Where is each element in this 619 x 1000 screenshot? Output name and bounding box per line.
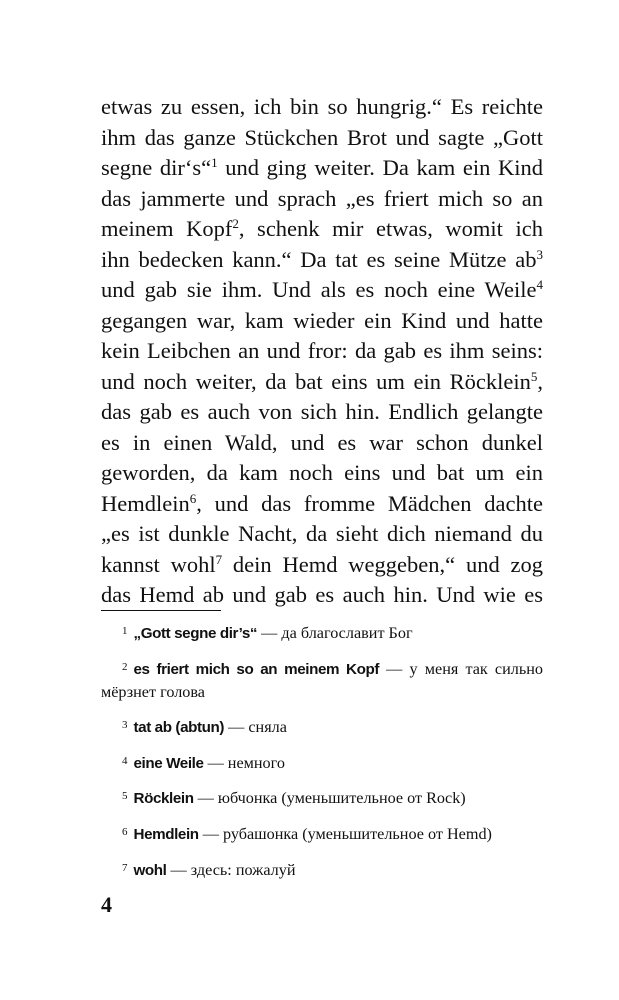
text-line bbox=[101, 123, 543, 154]
text-fragment: und gab sie ihm. Und als es noch eine Weile bbox=[101, 277, 537, 302]
text-line bbox=[101, 519, 543, 550]
text-fragment: , bbox=[537, 368, 543, 394]
text-fragment: etwas zu essen, ich bin so hungrig.“ Es reichte bbox=[101, 94, 543, 119]
footnote-number: 3 bbox=[122, 718, 128, 731]
footnote-number: 6 bbox=[122, 826, 128, 839]
page-number: 4 bbox=[101, 892, 112, 917]
text-line bbox=[101, 214, 543, 245]
text-line bbox=[101, 397, 543, 428]
text-line bbox=[101, 489, 543, 520]
text-fragment: das jammerte und sprach „es friert mich so an bbox=[101, 185, 543, 211]
text-fragment: dein Hemd weggeben,“ und zog bbox=[222, 551, 544, 577]
text-line bbox=[101, 428, 543, 459]
footnote-item bbox=[101, 821, 543, 846]
text-fragment: meinem Kopf bbox=[101, 216, 233, 241]
footnote-translation: — рубашонка (уменьшительное от Hemd) bbox=[198, 825, 492, 844]
text-fragment: es in einen Wald, und es war schon dunkel bbox=[101, 429, 543, 455]
footnote-reference: 4 bbox=[536, 276, 543, 292]
footnote-term: es friert mich so an meinem Kopf bbox=[133, 660, 380, 678]
footnote-translation: — немного bbox=[203, 753, 285, 772]
text-fragment: , und das fromme Mädchen dachte bbox=[196, 490, 543, 516]
text-fragment: ihn bedecken kann.“ Da tat es seine Mütze ab bbox=[101, 246, 537, 272]
footnote-term: eine Weile bbox=[133, 754, 204, 772]
text-fragment: Hemdlein bbox=[101, 490, 190, 516]
text-fragment: geworden, da kam noch eins und bat um ein bbox=[101, 460, 543, 485]
text-line bbox=[101, 580, 543, 611]
footnote-term: tat ab (abtun) bbox=[133, 718, 225, 736]
footnote-item bbox=[101, 750, 543, 775]
footnote-item bbox=[101, 656, 543, 703]
main-text-body bbox=[101, 92, 543, 611]
text-line bbox=[101, 458, 543, 489]
footnote-number: 2 bbox=[122, 660, 128, 673]
footnote-translation: — сняла bbox=[224, 717, 287, 736]
text-line bbox=[101, 550, 543, 581]
text-fragment: ihm das ganze Stückchen Brot und sagte „Gott bbox=[101, 124, 543, 150]
footnote-item bbox=[101, 620, 543, 645]
footnote-term: Röcklein bbox=[133, 790, 194, 808]
text-line bbox=[101, 306, 543, 337]
footnote-translation: — здесь: пожалуй bbox=[166, 860, 296, 879]
footnote-reference: 3 bbox=[536, 246, 543, 262]
footnote-term: „Gott segne dir’s“ bbox=[133, 624, 258, 642]
text-line bbox=[101, 367, 543, 398]
text-fragment: das gab es auch von sich hin. Endlich gelangte bbox=[101, 399, 543, 424]
text-line bbox=[101, 92, 543, 123]
footnote-term: Hemdlein bbox=[133, 826, 199, 844]
footnote-translation: — юбчонка (уменьшительное от Rock) bbox=[193, 789, 466, 808]
footnote-number: 4 bbox=[122, 754, 128, 767]
footnote-number: 1 bbox=[122, 625, 128, 637]
text-line bbox=[101, 245, 543, 276]
text-fragment: kannst wohl bbox=[101, 551, 216, 577]
footnote-number: 5 bbox=[122, 790, 128, 803]
text-fragment: , schenk mir etwas, womit ich bbox=[238, 216, 543, 241]
footnote-reference: 1 bbox=[211, 154, 218, 170]
text-fragment: gegangen war, kam wieder ein Kind und hatte bbox=[101, 307, 543, 333]
footnote-reference: 6 bbox=[189, 490, 197, 506]
text-line bbox=[101, 275, 543, 306]
footnote-translation: — у меня так сильно мёрзнет голова bbox=[101, 659, 543, 701]
text-line bbox=[101, 336, 543, 367]
footnote-separator-rule bbox=[101, 610, 221, 611]
text-fragment: kein Leibchen an und fror: da gab es ihm seins: bbox=[101, 338, 543, 363]
footnote-term: wohl bbox=[133, 861, 167, 879]
text-fragment: und ging weiter. Da kam ein Kind bbox=[217, 155, 543, 180]
footnotes-section bbox=[101, 620, 543, 893]
footnote-translation: — да благославит Бог bbox=[257, 623, 413, 642]
footnote-reference: 2 bbox=[232, 215, 239, 231]
footnote-item bbox=[101, 785, 543, 810]
footnote-reference: 7 bbox=[215, 551, 223, 567]
footnote-reference: 5 bbox=[530, 368, 538, 384]
footnote-item bbox=[101, 857, 543, 882]
text-fragment: „es ist dunkle Nacht, da sieht dich niemand du bbox=[101, 521, 543, 546]
footnote-item bbox=[101, 714, 543, 739]
footnote-number: 7 bbox=[122, 862, 128, 875]
text-fragment: segne dir‘s“ bbox=[101, 155, 212, 180]
text-fragment: und noch weiter, da bat eins um ein Röcklein bbox=[101, 368, 531, 394]
text-fragment: das Hemd ab und gab es auch hin. Und wie es bbox=[101, 582, 543, 607]
text-line bbox=[101, 153, 543, 184]
text-line bbox=[101, 184, 543, 215]
